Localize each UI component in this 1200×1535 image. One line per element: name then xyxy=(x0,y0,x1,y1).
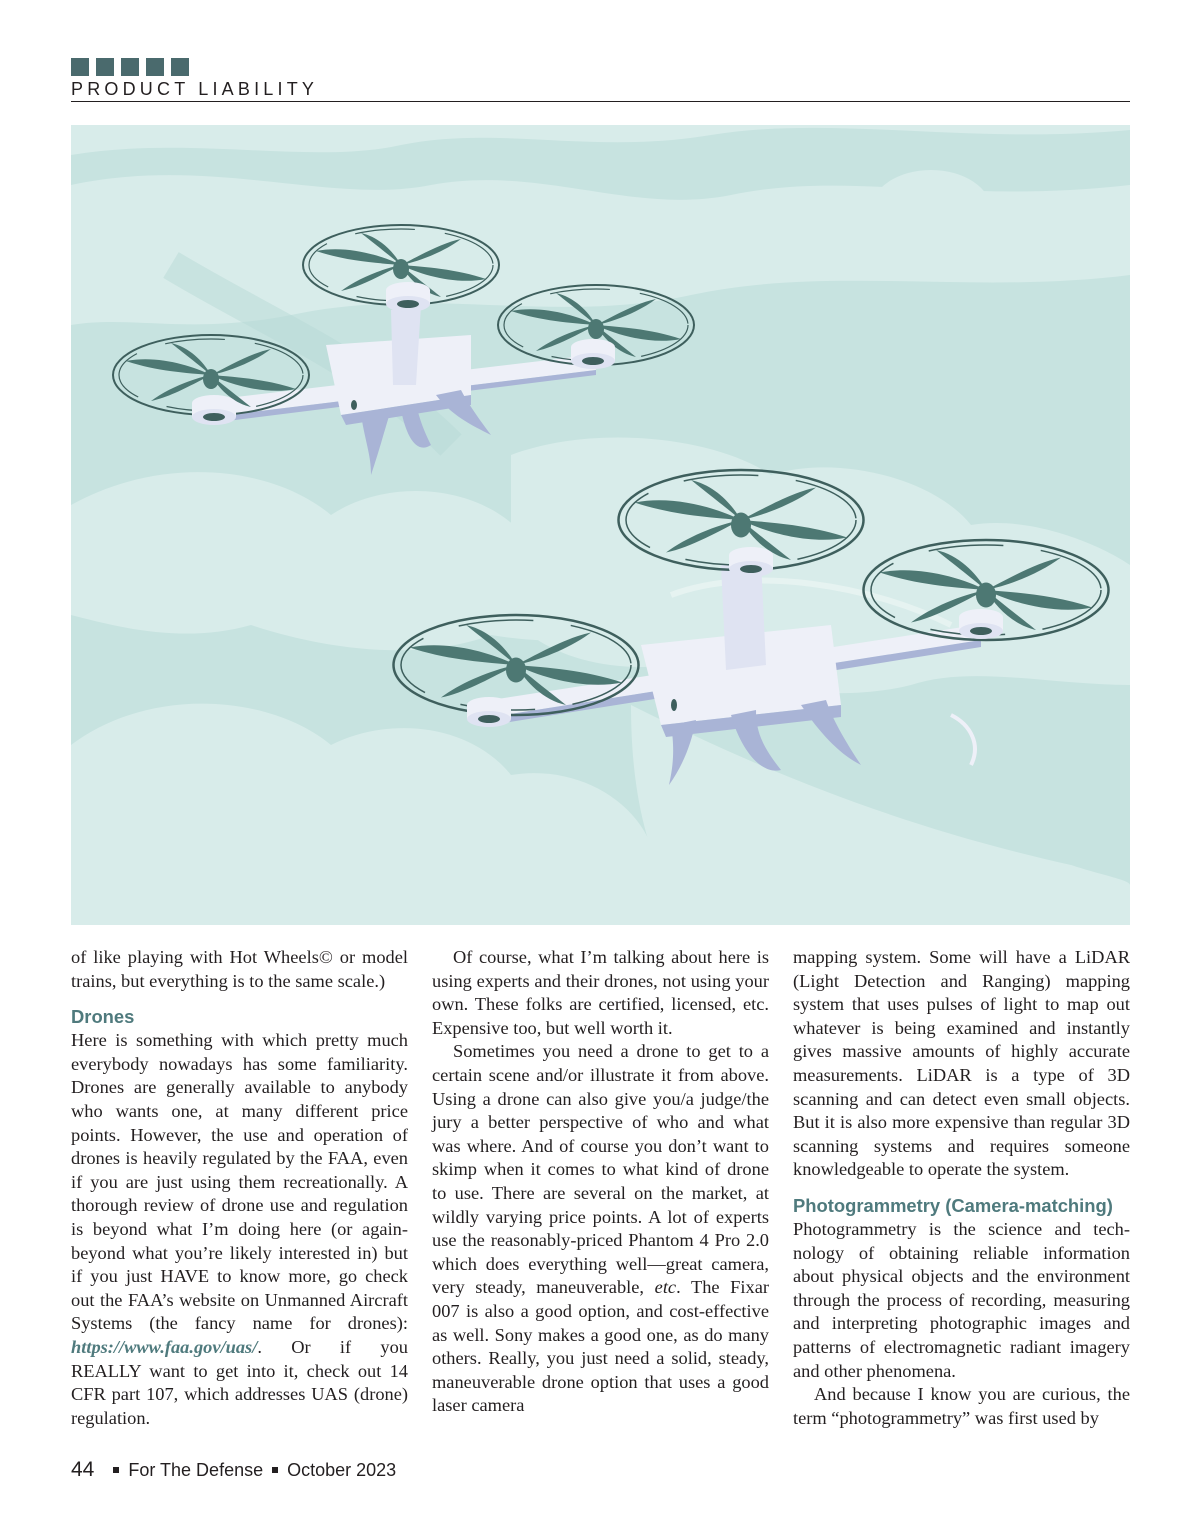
header-square xyxy=(96,58,114,76)
text-run: Here is something with which pretty much everybody nowadays has some familiarity. Drones are generally available to anybody who wants one, at many different price points. However, the use and operation of drones is heavily regulated by the FAA, even if you are just using them recreationally. A thorough review of drone use and regulation is beyond what I’m doing here (or again- beyond what you’re likely interested in) but if you just HAVE to know more, go check out the FAA’s website on Unmanned Aircraft Systems (the fancy name for drones): xyxy=(71,1030,408,1334)
column-1 xyxy=(71,946,408,1430)
header-squares xyxy=(71,58,189,76)
paragraph: Of course, what I’m talking about here is using experts and their drones, not using your own. These folks are certified, licensed, etc. Expensive too, but well worth it. xyxy=(432,947,769,1038)
faa-link[interactable]: https://www.faa.gov/​uas/ xyxy=(71,1336,258,1357)
page-footer xyxy=(71,1458,396,1482)
header-rule xyxy=(71,101,1130,102)
heading-photogrammetry: Photogrammetry (Camera-matching) xyxy=(793,1194,1113,1216)
paragraph xyxy=(432,1040,769,1418)
footer-bullet xyxy=(272,1467,278,1473)
column-3 xyxy=(793,946,1130,1430)
text-run: . The Fixar 007 is also a good option, and cost-effective as well. Sony makes a good one, as do many others. Really, you just need a solid, steady, maneuverable drone option that uses a good laser camera xyxy=(432,1277,770,1416)
text-run: . Or if you REALLY want to get into it, check out 14 CFR part 107, which addresses UAS (drone) regulation. xyxy=(71,1336,408,1428)
text-run: Sometimes you need a drone to get to a certain scene and/or illustrate it from above. Using a drone can also give you/a judge/the jury a better perspective of who and what was where. And of course you don’t want to skimp when it comes to what kind of drone to use. There are several on the market, at wildly varying price points. A lot of experts use the reasonably-priced Phantom 4 Pro 2.0 which does everything well—great camera, very steady, maneuverable, xyxy=(432,1041,769,1298)
drone-illustration xyxy=(71,125,1130,925)
header-square xyxy=(171,58,189,76)
publication-name: For The Defense xyxy=(128,1459,264,1480)
footer-bullet xyxy=(113,1467,119,1473)
header-square xyxy=(146,58,164,76)
text-run-italic: etc xyxy=(654,1277,677,1298)
issue-date: October 2023 xyxy=(287,1459,397,1480)
paragraph: mapping system. Some will have a LiDAR (Light Detection and Ranging) mapping system that uses pulses of light to map out whatever is being examined and instantly gives massive amounts of highly accurate measurements. LiDAR is a type of 3D scanning and can detect even small objects. But it is also more expensive than regular 3D scanning systems and requires someone knowledgeable to operate the system. xyxy=(793,947,1130,1180)
paragraph: of like playing with Hot Wheels© or model trains, but everything is to the same scale.) xyxy=(71,947,408,991)
paragraph: Photogrammetry is the science and technology of obtaining reliable information about physical objects and the environment through the process of recording, measuring and interpreting photographic images and patterns of electromagnetic radiant imagery and other phenomena. xyxy=(793,1218,1130,1381)
paragraph: And because I know you are curious, the term “photogrammetry” was first used by xyxy=(793,1384,1130,1428)
header-square xyxy=(71,58,89,76)
paragraph xyxy=(71,1029,408,1430)
header-square xyxy=(121,58,139,76)
heading-drones: Drones xyxy=(71,1006,135,1028)
section-label: PRODUCT LIABILITY xyxy=(71,79,319,99)
page-number: 44 xyxy=(71,1458,95,1481)
column-2 xyxy=(432,946,769,1418)
